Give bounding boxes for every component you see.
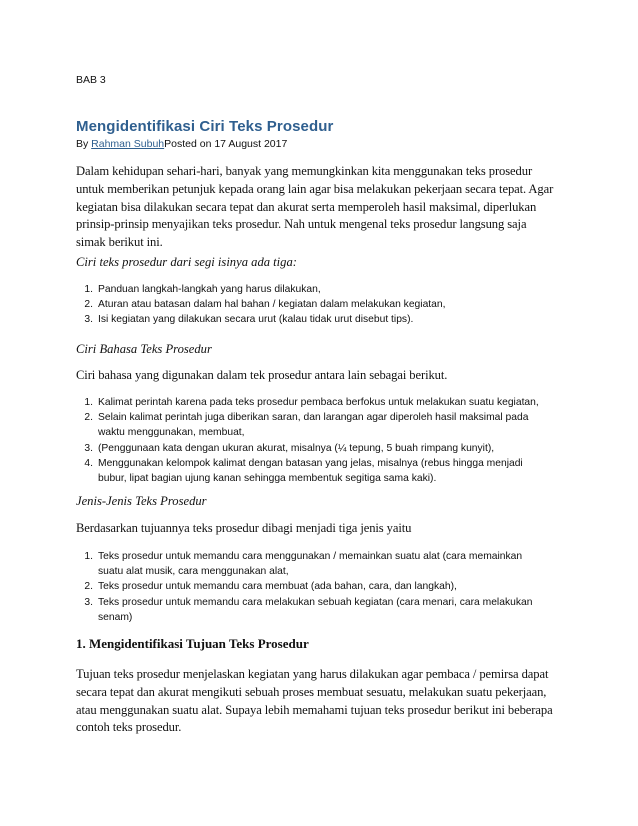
section-heading-types: Jenis-Jenis Teks Prosedur (76, 494, 207, 508)
chapter-label: BAB 3 (76, 74, 106, 86)
list-item: 2. Selain kalimat perintah juga diberikan saran, dan larangan agar diperoleh hasil maksimal pada waktu menggunakan, membuat, (84, 412, 529, 439)
list-item: 3. Teks prosedur untuk memandu cara melakukan sebuah kegiatan (cara menari, cara melakukan senam) (84, 596, 533, 623)
language-traits-list (76, 395, 566, 486)
intro-paragraph (76, 163, 566, 252)
language-intro: Ciri bahasa yang digunakan dalam tek prosedur antara lain sebagai berikut. (76, 368, 448, 382)
intro-line: Dalam kehidupan sehari-hari, banyak yang memungkinkan kita menggunakan teks prosedur (76, 164, 533, 178)
section-heading-language: Ciri Bahasa Teks Prosedur (76, 342, 212, 356)
purpose-paragraph (76, 666, 566, 737)
purpose-line: contoh teks prosedur. (76, 720, 182, 735)
content-traits-list (76, 282, 566, 328)
list-item: 3. Isi kegiatan yang dilakukan secara urut (kalau tidak urut disebut tips). (84, 314, 414, 326)
author-link[interactable]: Rahman Subuh (91, 138, 165, 150)
list-item: 2. Aturan atau batasan dalam hal bahan / kegiatan dalam melakukan kegiatan, (84, 299, 446, 311)
intro-line: simak berikut ini. (76, 235, 163, 250)
page-title: Mengidentifikasi Ciri Teks Prosedur (76, 118, 334, 135)
types-list (76, 549, 566, 625)
byline (76, 138, 287, 150)
section-heading-purpose: 1. Mengidentifikasi Tujuan Teks Prosedur (76, 636, 309, 651)
list-item: 4. Menggunakan kelompok kalimat dengan batasan yang jelas, misalnya (rebus hingga menjadi bubur, lipat bagian ujung kanan sehingga membentuk segitiga sama kaki). (84, 457, 523, 485)
intro-line: kegiatan bisa dilakukan secara tepat dan akurat serta memperoleh hasil maksimal, diperlukan (76, 199, 537, 214)
list-item: 1. Panduan langkah-langkah yang harus dilakukan, (84, 284, 321, 295)
purpose-line: secara tepat dan akurat mengikuti sebuah proses membuat sesuatu, melakukan suatu pekerjaan, (76, 684, 547, 699)
section-heading-content: Ciri teks prosedur dari segi isinya ada tiga: (76, 255, 297, 269)
list-item: 2. Teks prosedur untuk memandu cara membuat (ada bahan, cara, dan langkah), (84, 581, 457, 593)
posted-date: Posted on 17 August 2017 (164, 138, 288, 150)
purpose-line: Tujuan teks prosedur menjelaskan kegiatan yang harus dilakukan agar pembaca / pemirsa dapat (76, 667, 549, 681)
list-item: 1. Teks prosedur untuk memandu cara menggunakan / memainkan suatu alat (cara memainkan suatu alat musik, cara menggunakan alat, (84, 551, 523, 578)
intro-line: prinsip-prinsip menyajikan teks prosedur. Nah untuk mengenal teks prosedur langsung saja (76, 217, 527, 232)
list-item: 1. Kalimat perintah karena pada teks prosedur pembaca berfokus untuk melakukan suatu kegiatan, (84, 397, 539, 408)
intro-line: untuk memberikan petunjuk kepada orang lain agar bisa melakukan pekerjaan secara tepat. Agar (76, 181, 554, 196)
purpose-line: atau menggunakan suatu alat. Supaya lebih memahami tujuan teks prosedur berikut ini beberapa (76, 702, 553, 717)
list-item: 3. (Penggunaan kata dengan ukuran akurat, misalnya (¼ tepung, 5 buah rimpang kunyit), (84, 442, 495, 454)
types-intro: Berdasarkan tujuannya teks prosedur dibagi menjadi tiga jenis yaitu (76, 521, 412, 535)
byline-prefix: By (76, 138, 92, 150)
